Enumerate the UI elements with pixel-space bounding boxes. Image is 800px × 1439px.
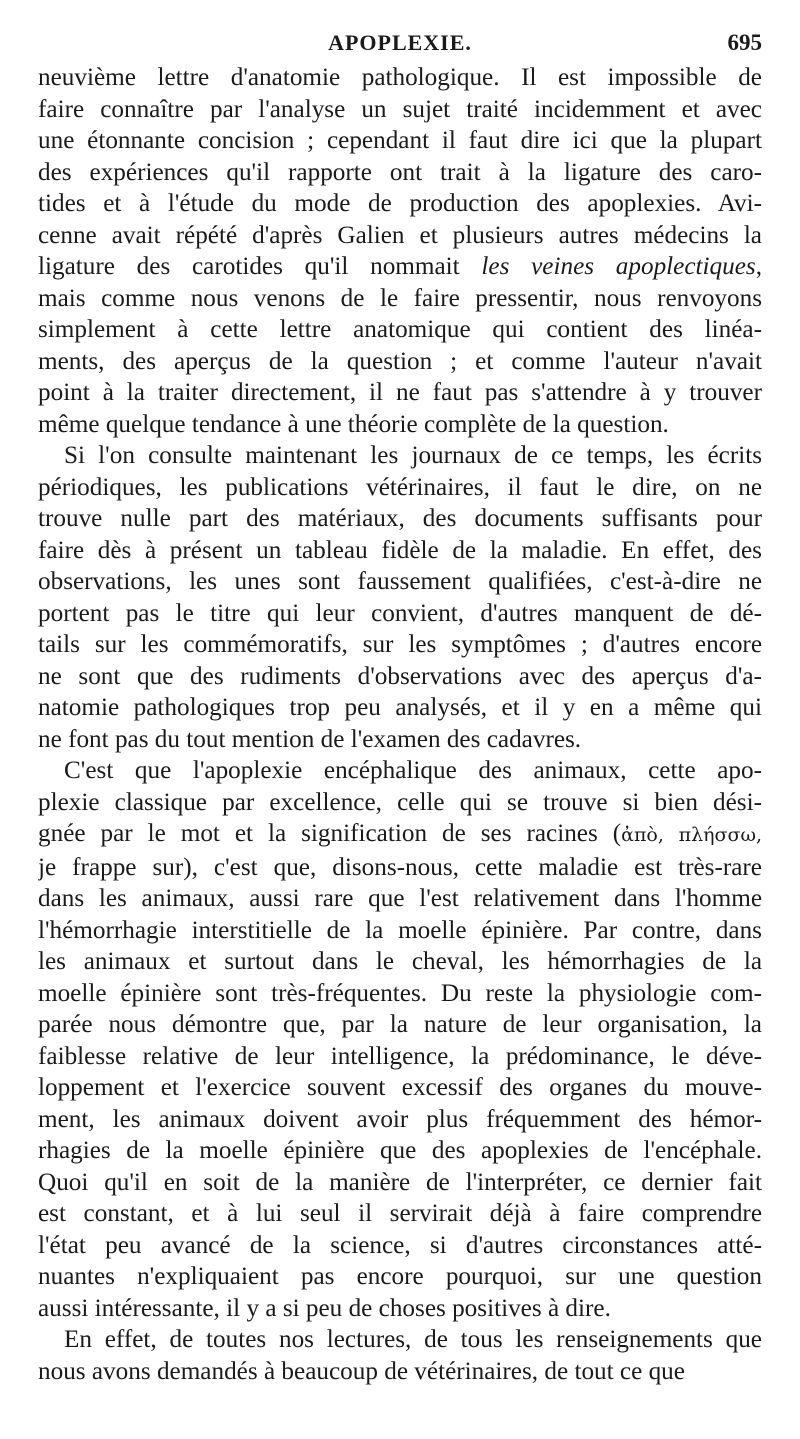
page-header [38, 0, 762, 62]
text-line: neuvième lettre d'anatomie pathologique. Il est impossible de [38, 64, 762, 91]
text-line: une étonnante concision ; cependant il faut dire ici que la plupart [38, 127, 762, 154]
text-line: ne sont que des rudiments d'observations avec des aperçus d'a- [38, 662, 762, 690]
text-line: faire connaître par l'analyse un sujet traité incidemment et avec [38, 95, 762, 123]
text-line [38, 251, 762, 283]
text-line: dans les animaux, aussi rare que l'est relativement dans l'homme [38, 885, 762, 912]
text-line: je frappe sur), c'est que, disons-nous, cette maladie est très-rare [38, 853, 762, 881]
running-title: APOPLEXIE. [328, 30, 472, 55]
line-segment: , [755, 253, 762, 280]
line-segment: gnée par le mot et la signification de ses racines ( [38, 820, 622, 847]
text-line: ments, des aperçus de la question ; et comme l'auteur n'avait [38, 347, 762, 375]
text-line: est constant, et à lui seul il servirait déjà à faire comprendre [38, 1200, 762, 1227]
paragraph [38, 755, 762, 1324]
text-line: périodiques, les publications vétérinaires, il faut le dire, on ne [38, 473, 762, 501]
text-line: loppement et l'exercice souvent excessif des organes du mouve- [38, 1074, 762, 1101]
text-line [38, 818, 762, 852]
text-line: En effet, de toutes nos lectures, de tous les renseignements que [64, 1326, 762, 1353]
text-line: point à la traiter directement, il ne faut pas s'attendre à y trouver [38, 379, 762, 406]
text-line: simplement à cette lettre anatomique qui contient des linéa- [38, 316, 762, 343]
text-line: cenne avait répété d'après Galien et plusieurs autres médecins la [38, 221, 762, 249]
text-line: des expériences qu'il rapporte ont trait à la ligature des caro- [38, 158, 762, 186]
italic-term: les veines apoplectiques [481, 253, 756, 280]
text-line: nous avons demandés à beaucoup de vétérinaires, de tout ce que [38, 1357, 685, 1385]
text-line: Si l'on consulte maintenant les journaux de ce temps, les écrits [64, 442, 762, 469]
text-line: portent pas le titre qui leur convient, d'autres manquent de dé- [38, 599, 762, 627]
text-line: parée nous démontre que, par la nature de leur organisation, la [38, 1011, 762, 1038]
text-line: natomie pathologiques trop peu analysés, et il y en a même qui [38, 694, 762, 721]
paragraph [38, 440, 762, 755]
text-line: observations, les unes sont faussement qualifiées, c'est-à-dire ne [38, 568, 762, 595]
text-line: l'état peu avancé de la science, si d'autres circonstances atté- [38, 1231, 762, 1259]
text-line: faire dès à présent un tableau fidèle de la maladie. En effet, des [38, 536, 762, 564]
text-line: tides et à l'étude du mode de production des apoplexies. Avi- [38, 190, 762, 217]
text-line: nuantes n'expliquaient pas encore pourquoi, sur une question [38, 1263, 762, 1290]
text-line: tails sur les commémoratifs, sur les symptômes ; d'autres encore [38, 631, 762, 658]
text-line: rhagies de la moelle épinière que des apoplexies de l'encéphale. [38, 1137, 762, 1164]
text-line: ne font pas du tout mention de l'examen des cadavres. [38, 725, 582, 753]
greek-etymology: ἀπὸ, πλήσσω, [621, 824, 762, 846]
text-line: plexie classique par excellence, celle qui se trouve si bien dési- [38, 788, 762, 816]
text-line: ment, les animaux doivent avoir plus fréquemment des hémor- [38, 1105, 762, 1133]
text-line: l'hémorrhagie interstitielle de la moelle épinière. Par contre, dans [38, 916, 762, 944]
text-line: aussi intéressante, il y a si peu de choses positives à dire. [38, 1294, 611, 1322]
text-line: mais comme nous venons de le faire pressentir, nous renvoyons [38, 284, 762, 312]
body-text [38, 62, 762, 1387]
text-line: C'est que l'apoplexie encéphalique des animaux, cette apo- [64, 757, 762, 784]
page-number: 695 [727, 30, 762, 55]
text-line: faiblesse relative de leur intelligence, la prédominance, le déve- [38, 1042, 762, 1070]
paragraph [38, 62, 762, 440]
text-line: les animaux et surtout dans le cheval, les hémorrhagies de la [38, 948, 762, 975]
line-segment: ligature des carotides qu'il nommait [38, 253, 482, 280]
text-line: trouve nulle part des matériaux, des documents suffisants pour [38, 505, 762, 532]
text-line: même quelque tendance à une théorie complète de la question. [38, 410, 669, 438]
text-line: moelle épinière sont très-fréquentes. Du reste la physiologie com- [38, 979, 762, 1007]
text-line: Quoi qu'il en soit de la manière de l'interpréter, ce dernier fait [38, 1168, 762, 1196]
paragraph [38, 1324, 762, 1387]
